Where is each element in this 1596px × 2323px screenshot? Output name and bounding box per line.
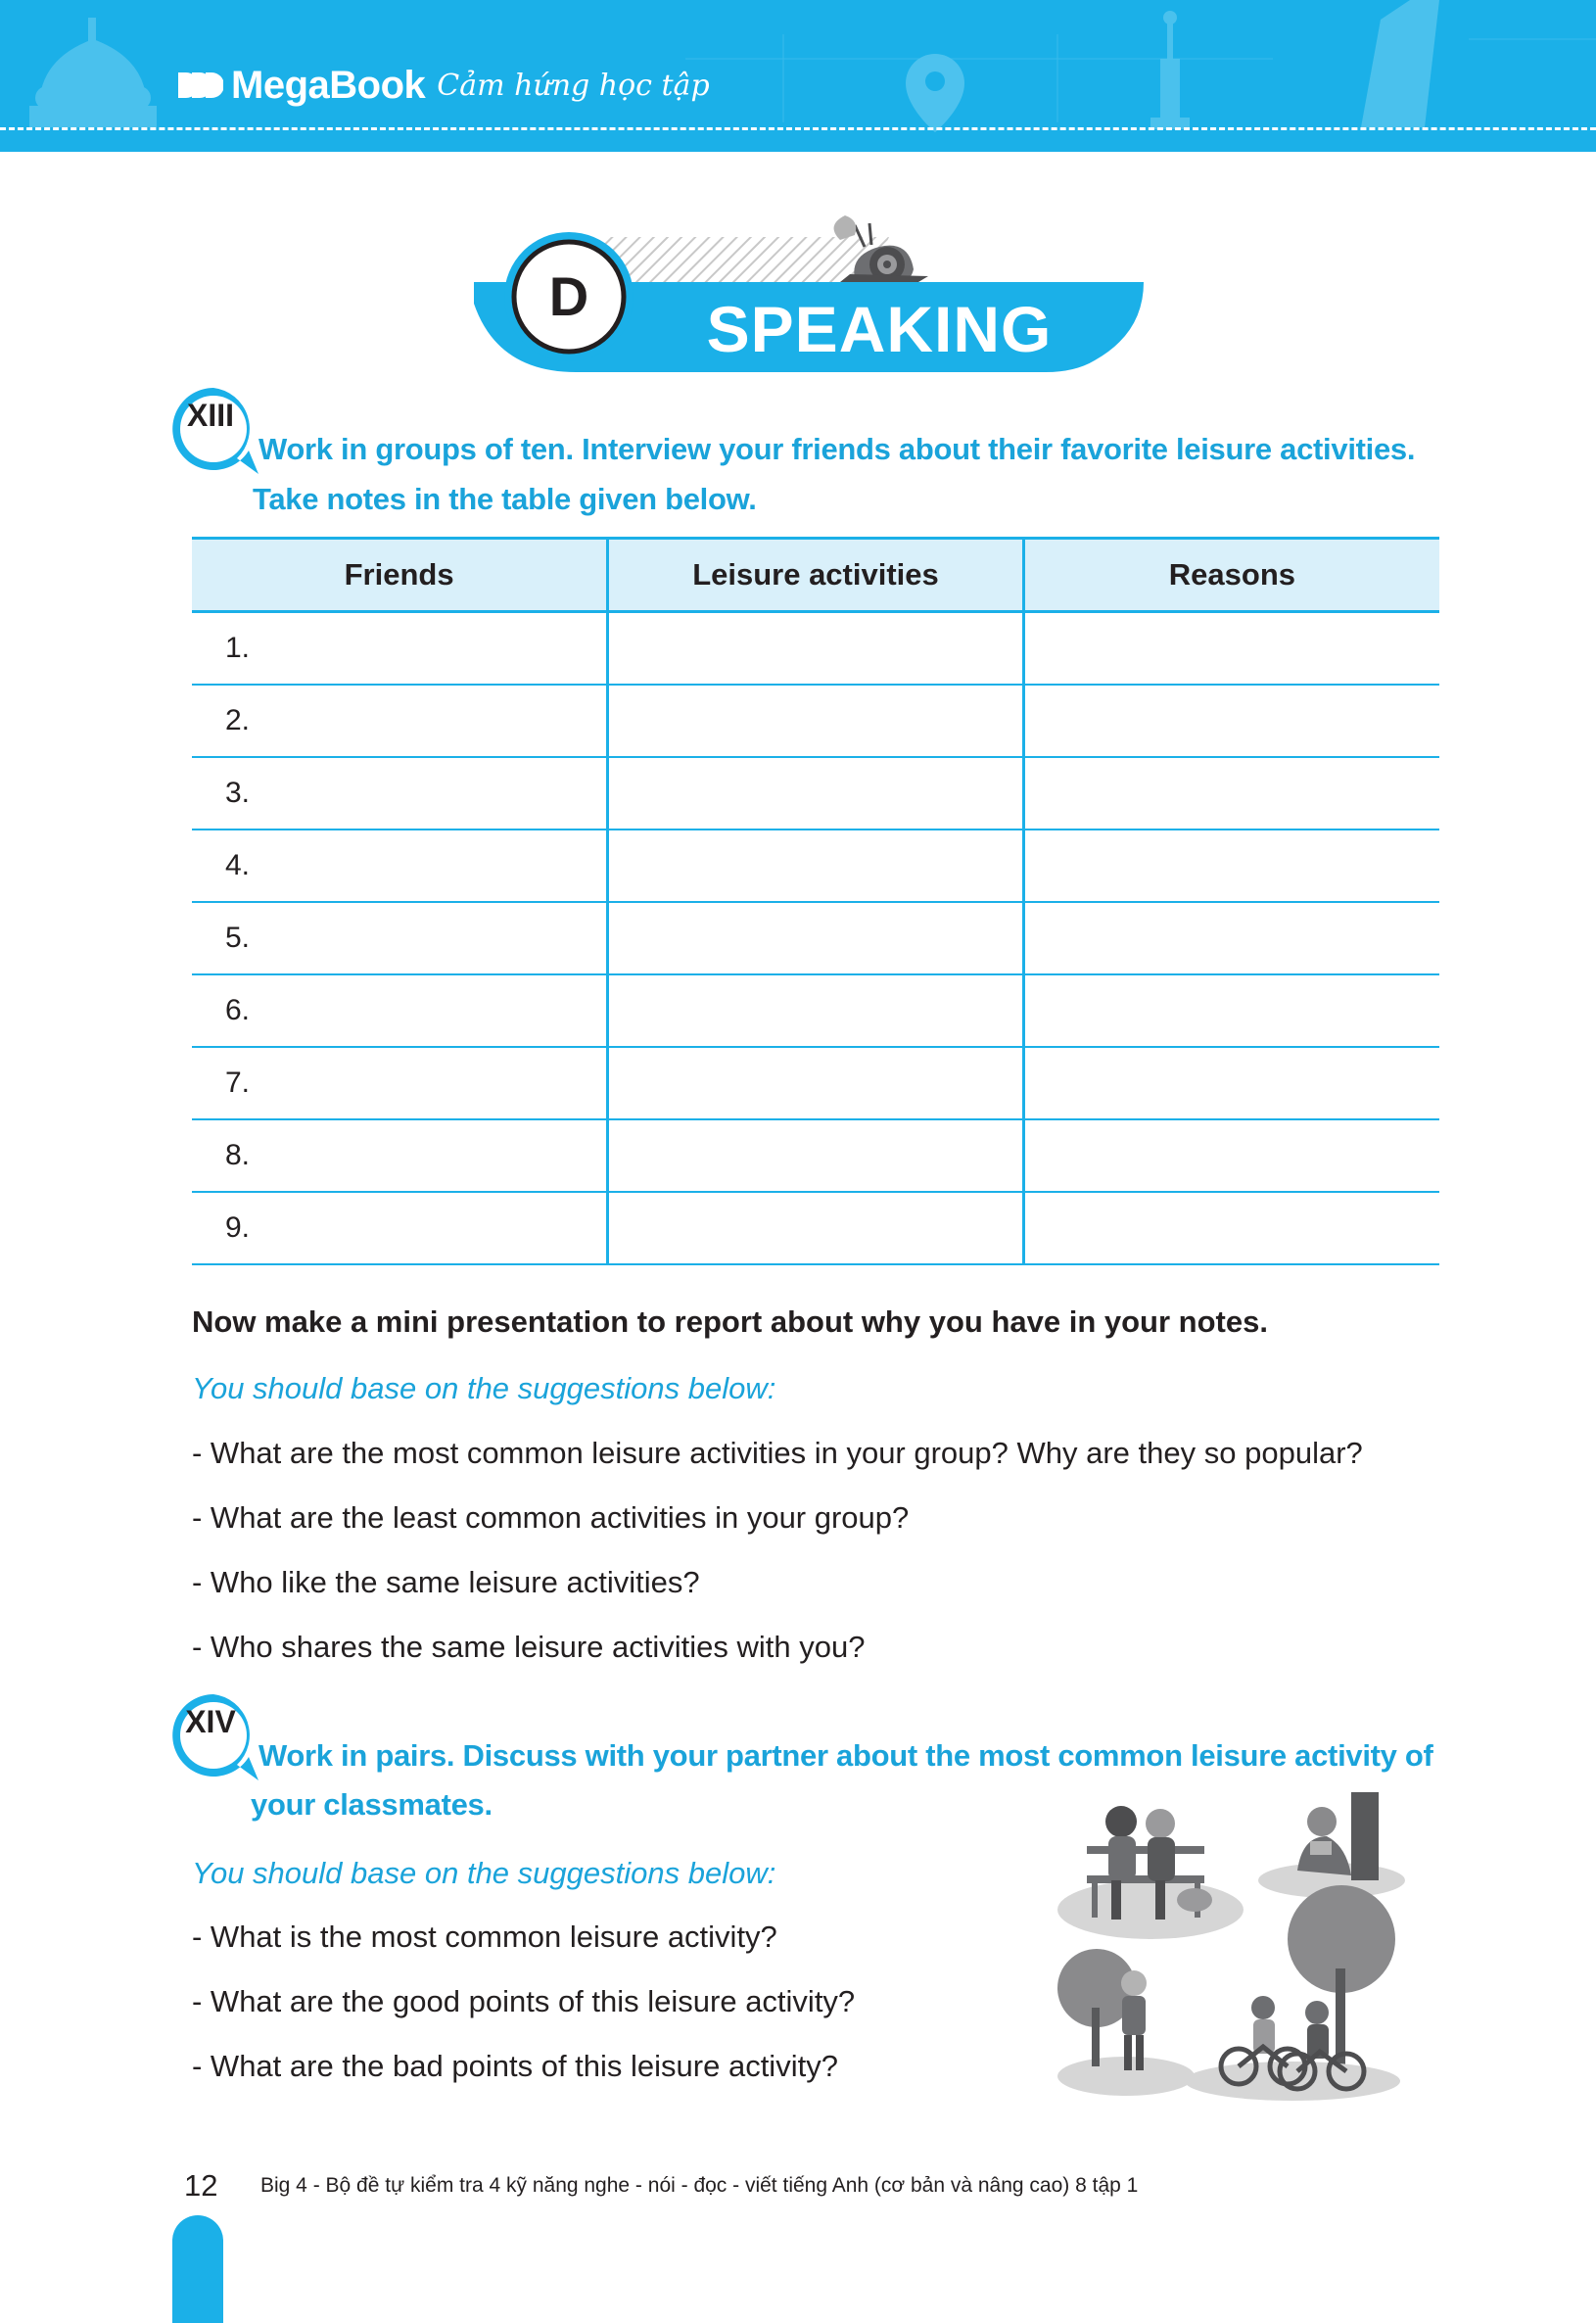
table-row [192, 612, 1439, 686]
row-number: 2. [192, 685, 608, 757]
brand-tagline: Cảm hứng học tập [437, 68, 710, 103]
leisure-activity-cell[interactable] [608, 1047, 1024, 1119]
row-number: 6. [192, 974, 608, 1047]
section-title: SPEAKING [706, 293, 1053, 365]
exercise-number-badge [168, 1690, 258, 1780]
leisure-activities-illustration [1057, 1792, 1410, 2115]
header-dashed-divider [0, 127, 1596, 130]
leisure-activity-cell[interactable] [608, 1192, 1024, 1264]
page-number: 12 [184, 2168, 218, 2203]
reason-cell[interactable] [1023, 1192, 1439, 1264]
leisure-activity-cell[interactable] [608, 1119, 1024, 1192]
suggestion-item: - What are the most common leisure activities in your group? Why are they so popular? [192, 1436, 1363, 1470]
column-header-friends: Friends [192, 539, 608, 612]
exercise-instruction-line: Work in pairs. Discuss with your partner about the most common leisure activity of [258, 1738, 1433, 1773]
suggestions-label: You should base on the suggestions below: [192, 1371, 776, 1405]
suggestion-item: - What are the least common activities in your group? [192, 1500, 910, 1535]
table-row [192, 685, 1439, 757]
table-row [192, 1047, 1439, 1119]
table-row [192, 830, 1439, 902]
reason-cell[interactable] [1023, 830, 1439, 902]
row-number: 4. [192, 830, 608, 902]
reason-cell[interactable] [1023, 757, 1439, 830]
leisure-activity-cell[interactable] [608, 612, 1024, 686]
leisure-activity-cell[interactable] [608, 685, 1024, 757]
reason-cell[interactable] [1023, 612, 1439, 686]
page-edge-tab [172, 2215, 223, 2323]
reason-cell[interactable] [1023, 902, 1439, 974]
reason-cell[interactable] [1023, 685, 1439, 757]
section-letter: D [548, 265, 589, 327]
suggestions-label: You should base on the suggestions below: [192, 1856, 776, 1890]
exercise-instruction-line: Take notes in the table given below. [253, 482, 757, 516]
megabook-logo-icon [178, 72, 223, 98]
page-header [0, 0, 1596, 152]
suggestion-item: - Who like the same leisure activities? [192, 1565, 700, 1599]
presentation-instruction: Now make a mini presentation to report about why you have in your notes. [192, 1304, 1268, 1339]
row-number: 8. [192, 1119, 608, 1192]
row-number: 5. [192, 902, 608, 974]
leisure-activity-cell[interactable] [608, 974, 1024, 1047]
table-header-row [192, 539, 1439, 612]
table-row [192, 1192, 1439, 1264]
row-number: 1. [192, 612, 608, 686]
table-row [192, 757, 1439, 830]
suggestion-item: - What is the most common leisure activity? [192, 1920, 777, 1954]
exercise-number-badge [168, 384, 258, 474]
exercise-instruction-line: Work in groups of ten. Interview your friends about their favorite leisure activities. [258, 432, 1416, 466]
exercise-number: XIV [185, 1704, 236, 1739]
table-row [192, 974, 1439, 1047]
row-number: 9. [192, 1192, 608, 1264]
reason-cell[interactable] [1023, 1119, 1439, 1192]
reason-cell[interactable] [1023, 1047, 1439, 1119]
section-banner [468, 186, 1144, 392]
row-number: 7. [192, 1047, 608, 1119]
suggestion-item: - Who shares the same leisure activities with you? [192, 1630, 866, 1664]
suggestion-item: - What are the bad points of this leisure activity? [192, 2049, 838, 2083]
leisure-activity-cell[interactable] [608, 757, 1024, 830]
column-header-leisure-activities: Leisure activities [608, 539, 1024, 612]
leisure-activity-cell[interactable] [608, 902, 1024, 974]
table-row [192, 902, 1439, 974]
brand-logo [178, 61, 710, 110]
exercise-instruction-line: your classmates. [251, 1787, 493, 1822]
brand-name: MegaBook [231, 63, 426, 107]
table-row [192, 1119, 1439, 1192]
book-title: Big 4 - Bộ đề tự kiểm tra 4 kỹ năng nghe - nói - đọc - viết tiếng Anh (cơ bản và nâng cao) 8 tập 1 [260, 2174, 1139, 2197]
suggestion-item: - What are the good points of this leisure activity? [192, 1984, 856, 2018]
column-header-reasons: Reasons [1023, 539, 1439, 612]
reason-cell[interactable] [1023, 974, 1439, 1047]
leisure-activity-cell[interactable] [608, 830, 1024, 902]
notes-table [192, 537, 1439, 1265]
row-number: 3. [192, 757, 608, 830]
exercise-number: XIII [186, 398, 234, 433]
